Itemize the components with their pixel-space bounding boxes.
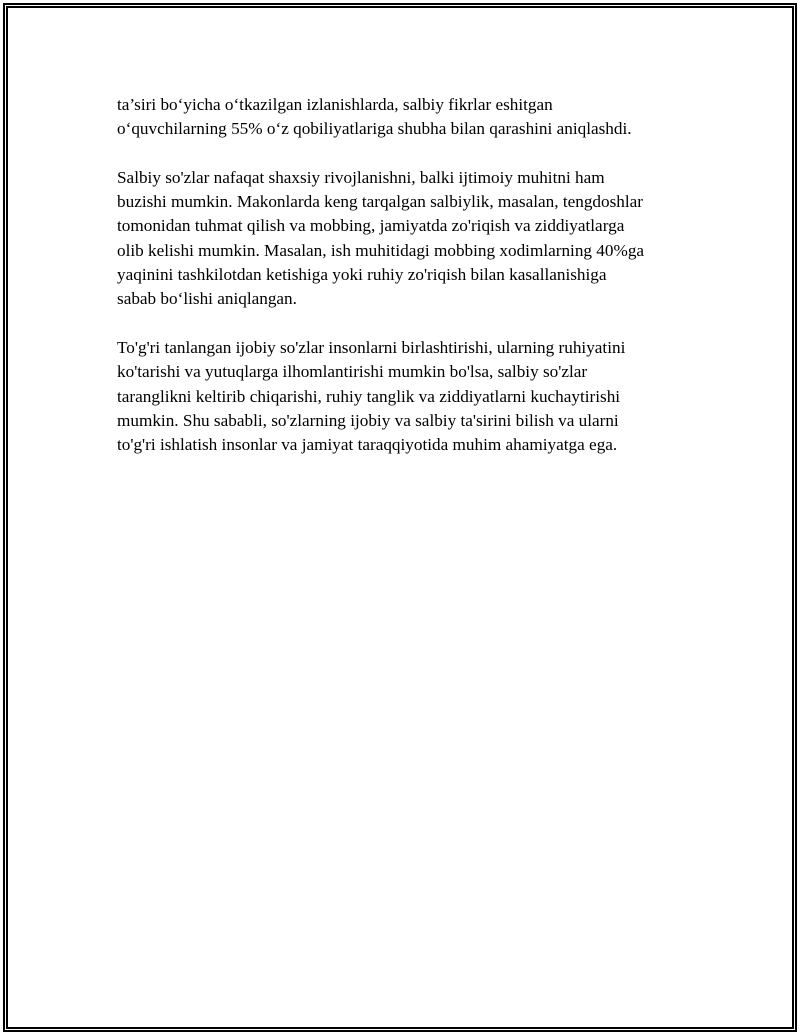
document-body [117,93,697,482]
paragraph-conclusion: To'g'ri tanlangan ijobiy so'zlar insonlarni birlashtirishi, ularning ruhiyatini ko'tarishi va yutuqlarga ilhomlantirishi mumkin bo'lsa, salbiy so'zlar taranglikni keltirib chiqarishi, ruhiy tanglik va ziddiyatlarni kuchaytirishi mumkin. Shu sababli, so'zlarning ijobiy va salbiy ta'sirini bilish va ularni to'g'ri ishlatish insonlar va jamiyat taraqqiyotida muhim ahamiyatga ega. [117,337,626,455]
paragraph-social-impact: Salbiy so'zlar nafaqat shaxsiy rivojlanishni, balki ijtimoiy muhitni ham buzishi mumkin. Makonlarda keng tarqalgan salbiylik, masalan, tengdoshlar tomonidan tuhmat qilish va mobbing, jamiyatda zo'riqish va ziddiyatlarga olib kelishi mumkin. Masalan, ish muhitidagi mobbing xodimlarning 40%ga yaqinini tashkilotdan ketishiga yoki ruhiy zo'riqish bilan kasallanishiga sabab bo‘lishi aniqlangan. [117,167,645,309]
paragraph-research-finding: ta’siri bo‘yicha o‘tkazilgan izlanishlarda, salbiy fikrlar eshitgan o‘quvchilarning 55% o‘z qobiliyatlariga shubha bilan qarashini aniqlashdi. [117,95,632,139]
